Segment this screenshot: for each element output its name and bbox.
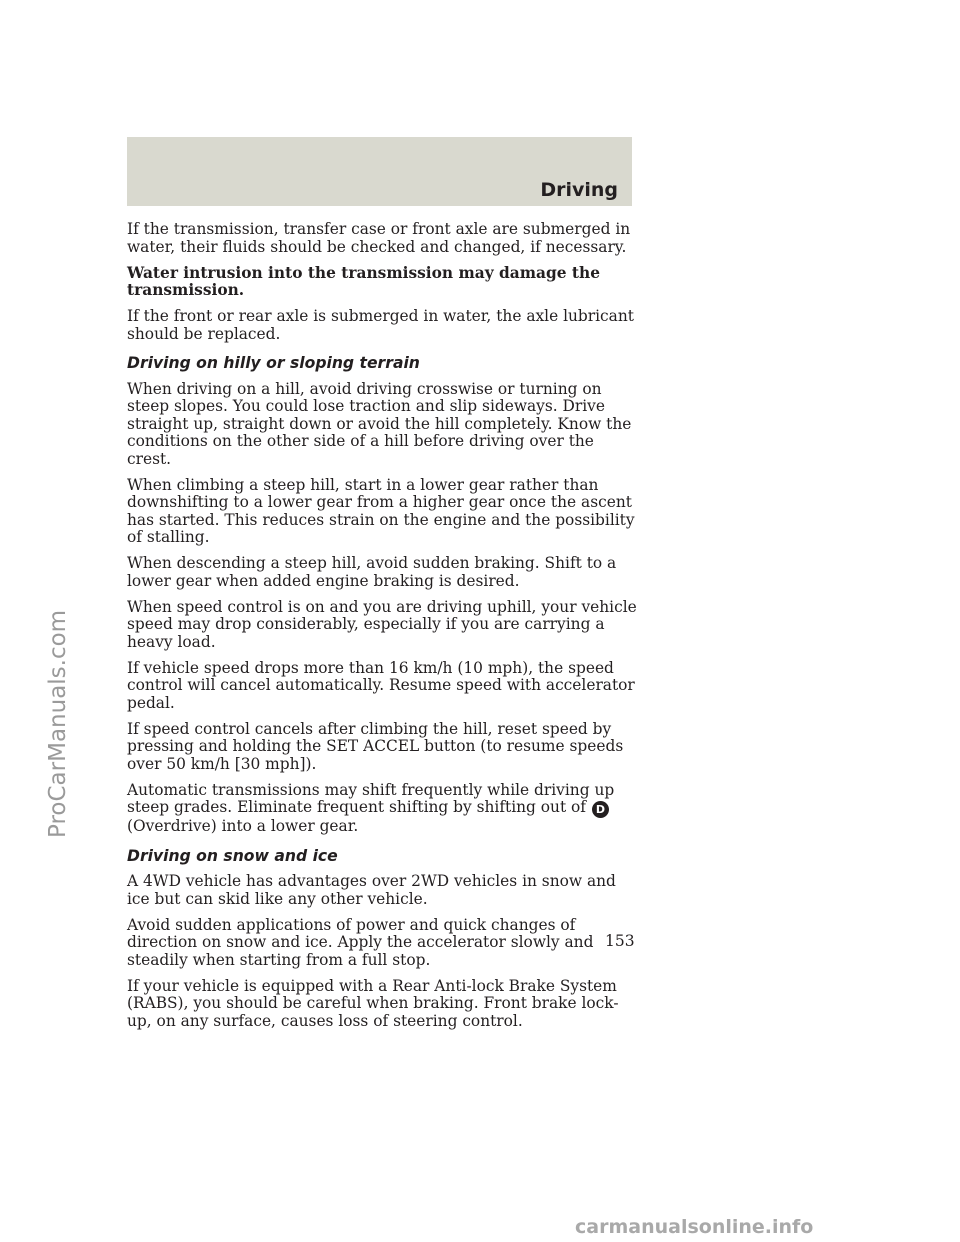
side-watermark: ProCarManuals.com — [45, 609, 71, 838]
paragraph: If vehicle speed drops more than 16 km/h (10 mph), the speed control will cancel automatically. Resume speed with accelerator pedal. — [127, 658, 635, 712]
paragraph: When climbing a steep hill, start in a lower gear rather than downshifting to a lower gear from a higher gear once the ascent has started. This reduces strain on the engine and the possibility of stalling. — [127, 475, 635, 546]
section-title: Driving — [540, 179, 618, 201]
paragraph: If speed control cancels after climbing the hill, reset speed by pressing and holding the SET ACCEL button (to resume speeds over 50 km/h [30 mph]). — [127, 719, 624, 773]
heading-snow-ice: Driving on snow and ice — [127, 846, 338, 865]
paragraph: When descending a steep hill, avoid sudden braking. Shift to a lower gear when added engine braking is desired. — [127, 554, 617, 590]
paragraph: A 4WD vehicle has advantages over 2WD vehicles in snow and ice but can skid like any other vehicle. — [127, 872, 616, 908]
paragraph: When speed control is on and you are driving uphill, your vehicle speed may drop considerably, especially if you are carrying a heavy load. — [127, 597, 637, 651]
paragraph: When driving on a hill, avoid driving crosswise or turning on steep slopes. You could lose traction and slip sideways. Drive straight up, straight down or avoid the hill completely. Know the conditions on the other side of a hill before driving over the crest. — [127, 379, 632, 468]
section-header-band — [127, 137, 632, 206]
heading-hilly-terrain: Driving on hilly or sloping terrain — [127, 354, 420, 372]
paragraph: If the front or rear axle is submerged in water, the axle lubricant should be replaced. — [127, 307, 634, 343]
paragraph: If your vehicle is equipped with a Rear Anti-lock Brake System (RABS), you should be careful when braking. Front brake lock-up, on any surface, causes loss of steering control. — [127, 976, 619, 1030]
bottom-watermark: carmanualsonline.info — [575, 1216, 814, 1238]
paragraph-text: Automatic transmissions may shift frequently while driving up steep grades. Eliminate frequent shifting by shifting out of — [127, 780, 615, 816]
paragraph: Avoid sudden applications of power and quick changes of direction on snow and ice. Apply the accelerator slowly and steadily when starting from a full stop. — [127, 915, 594, 969]
page-content — [127, 221, 637, 1039]
page-number: 153 — [605, 932, 635, 950]
paragraph: If the transmission, transfer case or front axle are submerged in water, their fluids should be checked and changed, if necessary. — [127, 220, 631, 256]
paragraph-overdrive — [127, 782, 637, 836]
bold-notice: Water intrusion into the transmission may damage the transmission. — [127, 263, 600, 299]
paragraph-text: (Overdrive) into a lower gear. — [127, 817, 359, 835]
overdrive-icon: D — [592, 801, 609, 818]
